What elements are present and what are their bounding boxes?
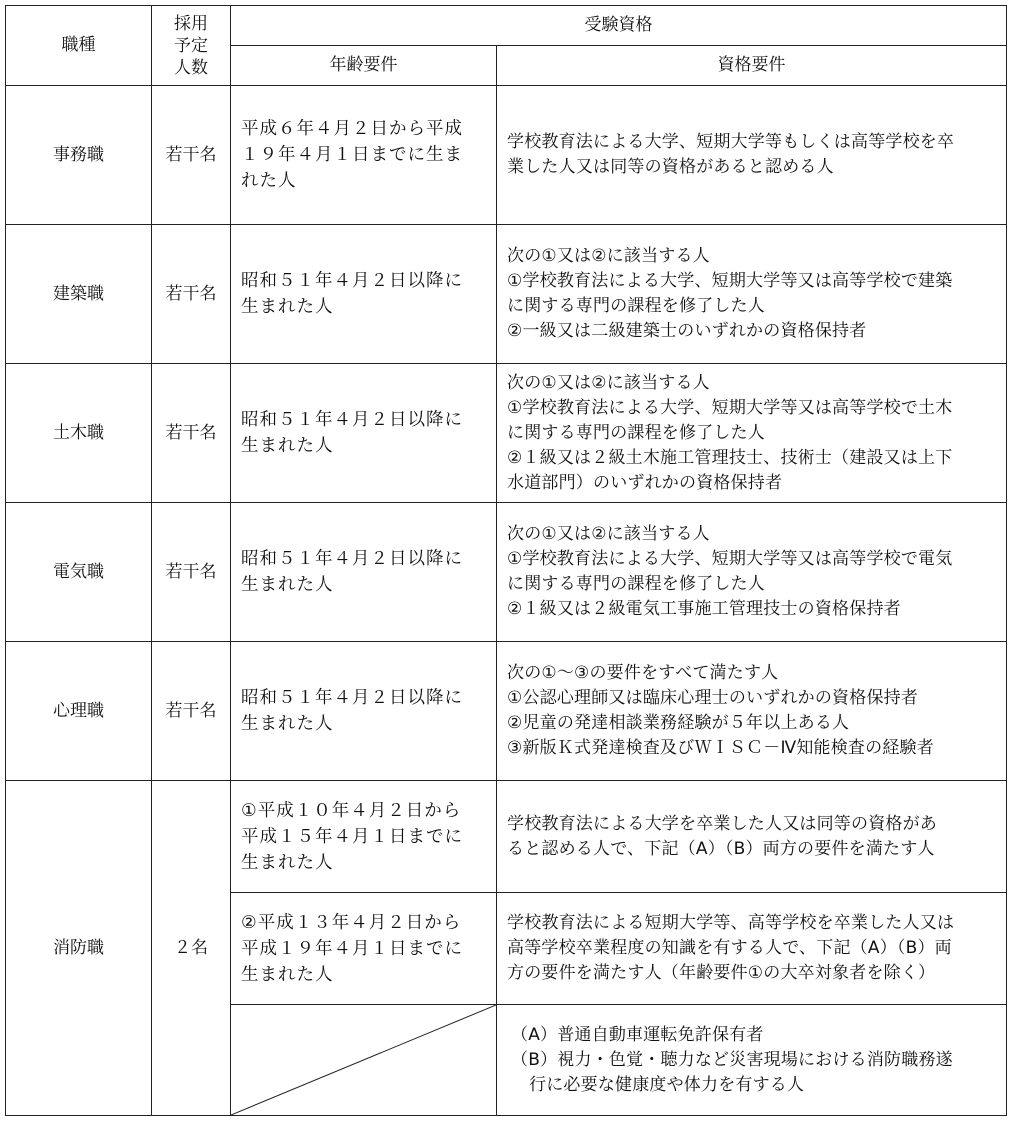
recruit-count: 若干名: [152, 503, 231, 642]
age-line: ②平成１３年４月２日から: [241, 912, 462, 933]
age-line: 生まれた人: [241, 964, 334, 985]
requirement-a: （A）普通自動車運転免許保有者: [511, 1024, 764, 1045]
table-row: [6, 364, 1007, 503]
table-row: [6, 225, 1007, 364]
age-line: ①平成１０年４月２日から: [241, 800, 462, 821]
qual-line: 学校教育法による大学を卒業した人又は同等の資格があ: [507, 813, 937, 834]
qualification-requirement: [497, 781, 1007, 893]
age-line: １９年４月１日までに生ま: [241, 145, 463, 165]
recruit-count: 若干名: [152, 642, 231, 781]
age-requirement: [231, 893, 497, 1005]
job-name: 心理職: [6, 642, 152, 781]
qualification-requirement: [497, 225, 1007, 364]
recruit-count: 若干名: [152, 86, 231, 225]
job-name: 電気職: [6, 503, 152, 642]
age-line: 生まれた人: [241, 297, 334, 317]
recruit-count: 若干名: [152, 364, 231, 503]
header-count: [152, 6, 231, 86]
age-line: 生まれた人: [241, 575, 334, 595]
qual-line: ①学校教育法による大学、短期大学等又は高等学校で建築: [507, 271, 953, 291]
age-line: 生まれた人: [241, 852, 334, 873]
qualification-requirement: [497, 642, 1007, 781]
qualification-requirement: [497, 364, 1007, 503]
qual-line: 次の①又は②に該当する人: [507, 524, 710, 544]
header-age-requirement: 年齢要件: [231, 46, 497, 86]
header-qualification: 受験資格: [231, 6, 1007, 46]
age-requirement: [231, 503, 497, 642]
age-line: 平成１５年４月１日までに: [241, 826, 463, 847]
qual-line: 次の①又は②に該当する人: [507, 246, 710, 266]
qual-line: ②一級又は二級建築士のいずれかの資格保持者: [507, 321, 867, 341]
job-name: 消防職: [6, 781, 152, 1116]
qualification-requirement: [497, 893, 1007, 1005]
recruit-count: ２名: [152, 781, 231, 1116]
qual-line: 学校教育法による短期大学等、高等学校を卒業した人又は: [507, 913, 955, 933]
job-name: 建築職: [6, 225, 152, 364]
qual-line: に関する専門の課程を修了した人: [507, 296, 765, 316]
header-job-type: 職種: [6, 6, 152, 86]
age-requirement: [231, 225, 497, 364]
qual-line: ②児童の発達相談業務経験が５年以上ある人: [507, 713, 850, 733]
qual-line: ると認める人で、下記（A）（B）両方の要件を満たす人: [507, 838, 935, 859]
qual-line: に関する専門の課程を修了した人: [507, 422, 765, 443]
age-line: 昭和５１年４月２日以降に: [241, 410, 463, 430]
age-requirement: [231, 364, 497, 503]
qual-line: 次の①又は②に該当する人: [507, 372, 710, 393]
age-line: 平成６年４月２日から平成: [241, 119, 463, 139]
age-requirement: [231, 86, 497, 225]
qual-line: ③新版Ｋ式発達検査及びＷＩＳＣ－Ⅳ知能検査の経験者: [507, 738, 934, 758]
job-name: 事務職: [6, 86, 152, 225]
age-line: 生まれた人: [241, 436, 334, 456]
qual-line: ①学校教育法による大学、短期大学等又は高等学校で電気: [507, 549, 953, 569]
header-count-line-2: 予定: [174, 35, 208, 56]
common-requirements: [497, 1005, 1007, 1116]
qual-line: ②１級又は２級電気工事施工管理技士の資格保持者: [507, 599, 901, 619]
age-line: 平成１９年４月１日までに: [241, 938, 463, 959]
table-row: [6, 642, 1007, 781]
qual-line: 方の要件を満たす人（年齢要件①の大卒対象者を除く）: [507, 963, 936, 983]
job-name: 土木職: [6, 364, 152, 503]
header-qualification-requirement: 資格要件: [497, 46, 1007, 86]
diagonal-line: [231, 1005, 496, 1115]
qual-line: ②１級又は２級土木施工管理技士、技術士（建設又は上下: [507, 447, 953, 468]
age-line: 昭和５１年４月２日以降に: [241, 549, 463, 569]
qual-line: 学校教育法による大学、短期大学等もしくは高等学校を卒: [507, 132, 955, 152]
qual-line: 水道部門）のいずれかの資格保持者: [507, 472, 783, 493]
table-row: [6, 503, 1007, 642]
qual-line: に関する専門の課程を修了した人: [507, 574, 765, 594]
table-row: [6, 86, 1007, 225]
qual-line: ①学校教育法による大学、短期大学等又は高等学校で土木: [507, 397, 953, 418]
qual-line: ①公認心理師又は臨床心理士のいずれかの資格保持者: [507, 688, 919, 708]
age-line: れた人: [241, 171, 297, 191]
qual-line: 高等学校卒業程度の知識を有する人で、下記（A）（B）両: [507, 938, 952, 958]
table-row: [6, 781, 1007, 893]
qual-line: 業した人又は同等の資格があると認める人: [507, 157, 834, 177]
age-line: 昭和５１年４月２日以降に: [241, 271, 463, 291]
age-line: 昭和５１年４月２日以降に: [241, 688, 463, 708]
qualification-requirement: [497, 86, 1007, 225]
recruit-count: 若干名: [152, 225, 231, 364]
age-requirement: [231, 642, 497, 781]
age-line: 生まれた人: [241, 714, 334, 734]
qualification-requirement: [497, 503, 1007, 642]
header-count-line-3: 人数: [174, 57, 208, 78]
requirement-b: （B）視力・色覚・聴力など災害現場における消防職務遂: [511, 1049, 953, 1070]
empty-cell-diagonal: [231, 1005, 497, 1116]
age-requirement: [231, 781, 497, 893]
requirement-b-continued: 行に必要な健康度や体力を有する人: [529, 1074, 805, 1095]
qual-line: 次の①～③の要件をすべて満たす人: [507, 663, 779, 683]
header-count-line-1: 採用: [174, 13, 208, 34]
recruitment-table: [5, 5, 1007, 1116]
